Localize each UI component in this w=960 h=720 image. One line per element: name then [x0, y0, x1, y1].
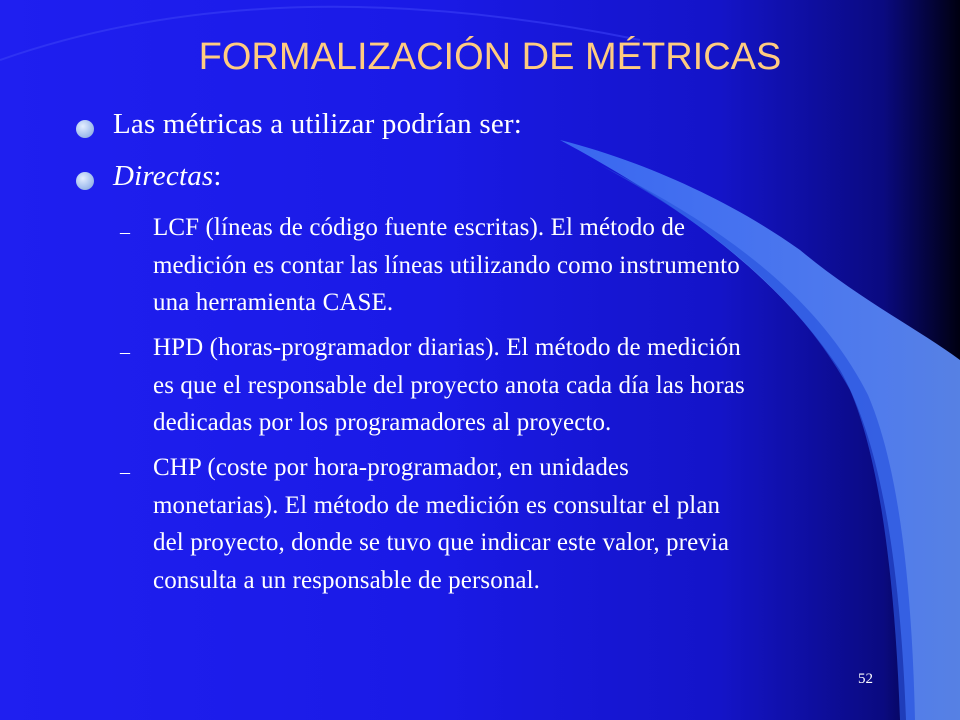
directas-label: Directas — [113, 160, 214, 192]
subitem-line: del proyecto, donde se tuvo que indicar este valor, previa — [153, 529, 730, 556]
subitem-line: medición es contar las líneas utilizando como instrumento — [153, 251, 740, 279]
bullet-text-directas — [113, 160, 222, 193]
directas-colon: : — [213, 160, 222, 192]
subitem-lcf — [153, 209, 740, 322]
subitem-line: es que el responsable del proyecto anota cada día las horas — [153, 371, 745, 399]
subitem-hpd — [153, 329, 745, 442]
dash-icon: – — [120, 341, 130, 363]
subitem-line: monetarias). El método de medición es consultar el plan — [153, 491, 721, 519]
page-number: 52 — [858, 671, 873, 687]
bullet-icon — [76, 120, 94, 138]
subitem-chp — [153, 449, 729, 599]
subitem-line: HPD (horas-programador diarias). El método de medición — [153, 334, 741, 361]
slide-title: FORMALIZACIÓN DE MÉTRICAS — [198, 36, 782, 78]
dash-icon: – — [120, 221, 130, 243]
subitem-line: una herramienta CASE. — [153, 289, 394, 316]
subitem-line: dedicadas por los programadores al proyecto. — [153, 409, 612, 436]
subitem-line: consulta a un responsable de personal. — [153, 566, 541, 594]
subitem-line: CHP (coste por hora-programador, en unidades — [153, 454, 629, 481]
dash-icon: – — [120, 461, 130, 483]
bullet-icon — [76, 172, 94, 190]
subitem-line: LCF (líneas de código fuente escritas). El método de — [153, 214, 686, 241]
bullet-text-metricas: Las métricas a utilizar podrían ser: — [113, 108, 523, 140]
